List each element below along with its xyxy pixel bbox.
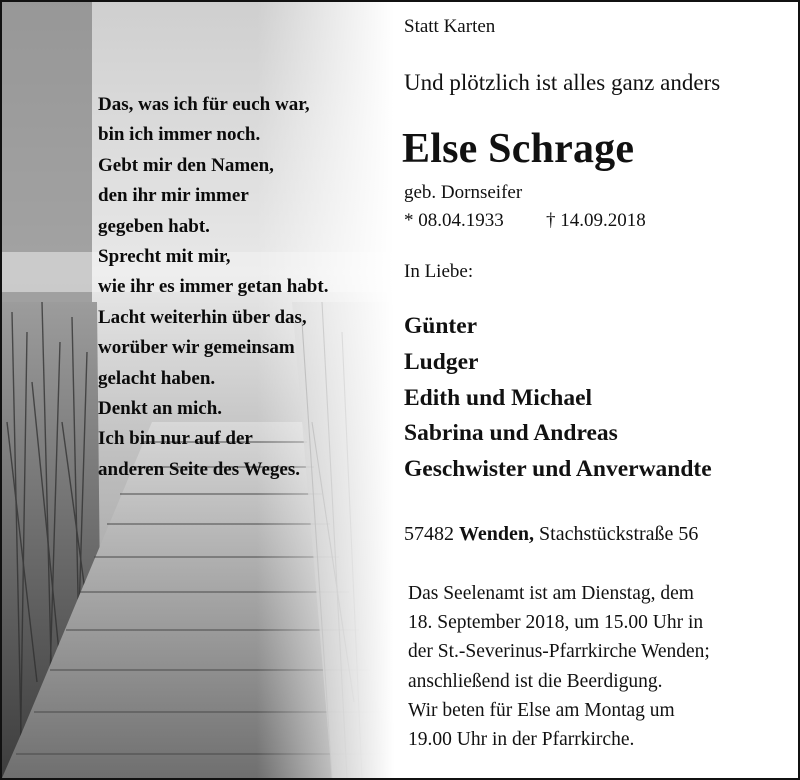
address-postcode: 57482 [404,523,454,545]
poem-line: worüber wir gemeinsam [98,337,295,359]
birth-date: * 08.04.1933 [404,210,504,231]
deceased-name: Else Schrage [402,126,635,172]
poem-line: anderen Seite des Weges. [98,458,300,480]
poem-line: gelacht haben. [98,367,216,389]
service-line: anschließend ist die Beerdigung. [408,670,663,692]
poem-line: bin ich immer noch. [98,124,261,146]
birth-name: geb. Dornseifer [404,182,523,203]
motto: Und plötzlich ist alles ganz anders [404,70,721,95]
poem-line: den ihr mir immer [98,185,249,207]
poem-line: wie ihr es immer getan habt. [98,276,329,298]
poem-line: Lacht weiterhin über das, [98,306,307,328]
poem-line: Das, was ich für euch war, [98,94,310,115]
mourner: Günter [404,313,478,339]
boardwalk-photo [2,2,394,778]
service-line: 18. September 2018, um 15.00 Uhr in [408,612,704,634]
service-info [408,579,710,754]
address-town: Wenden, [459,523,535,545]
poem [98,90,394,485]
poem-line: Ich bin nur auf der [98,428,253,450]
mourners-list [404,309,712,488]
intro-label: In Liebe: [404,261,474,282]
service-line: Wir beten für Else am Montag um [408,699,675,721]
service-line: 19.00 Uhr in der Pfarrkirche. [408,729,635,751]
address [404,523,698,546]
mourner: Ludger [404,348,479,375]
poem-line: Sprecht mit mir, [98,246,231,268]
poem-line: Gebt mir den Namen, [98,154,274,176]
service-line: Das Seelenamt ist am Dienstag, dem [408,583,694,604]
poem-line: gegeben habt. [98,215,210,237]
death-date: † 14.09.2018 [546,210,646,231]
poem-line: Denkt an mich. [98,398,223,420]
mourner: Edith und Michael [404,384,593,411]
mourner: Sabrina und Andreas [404,420,618,447]
mourner: Geschwister und Anverwandte [404,456,712,483]
header-label: Statt Karten [404,16,496,37]
address-street: Stachstückstraße 56 [539,523,699,545]
service-line: der St.-Severinus-Pfarrkirche Wenden; [408,641,710,663]
